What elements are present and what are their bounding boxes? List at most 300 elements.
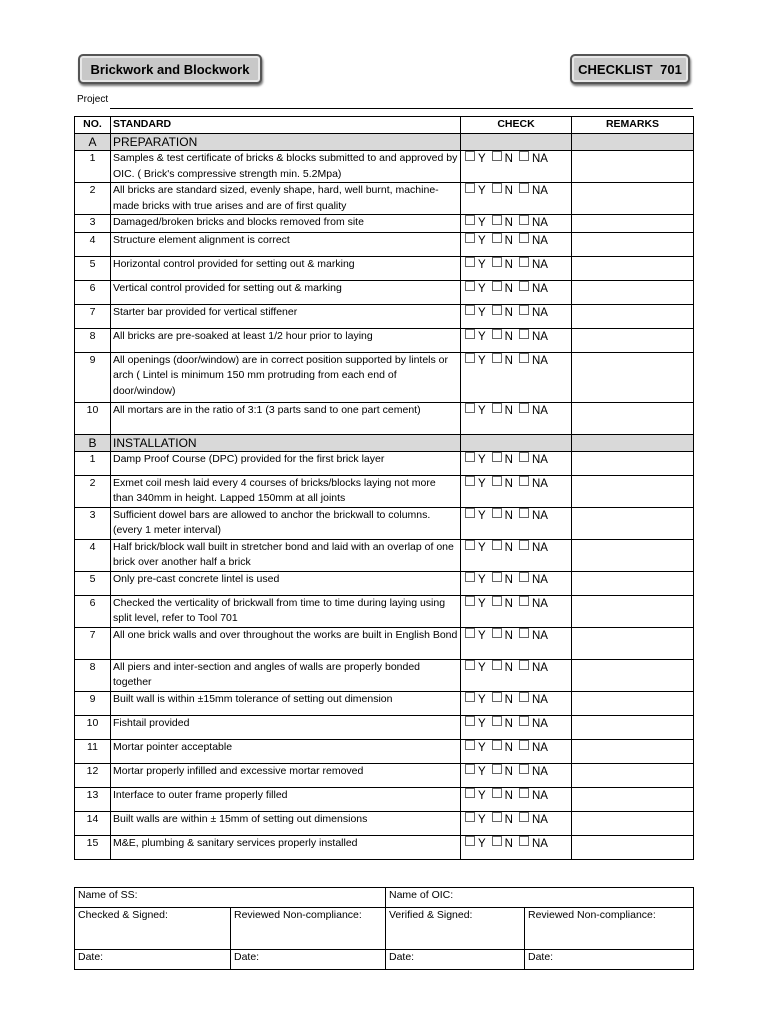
item-number: 14 [75, 811, 111, 835]
item-number: 2 [75, 475, 111, 507]
table-row [75, 151, 694, 183]
checkbox-label-na: NA [531, 597, 548, 610]
checkbox-y[interactable] [465, 716, 475, 726]
document-title: Brickwork and Blockwork [78, 54, 262, 84]
checkbox-na[interactable] [519, 660, 529, 670]
checkbox-n[interactable] [492, 183, 502, 193]
checkbox-label-n: N [504, 789, 513, 802]
reviewed-noncompliance-label-2[interactable]: Reviewed Non-compliance: [525, 908, 694, 950]
item-check-cell [461, 280, 572, 304]
checkbox-label-y: Y [478, 477, 486, 490]
checkbox-label-n: N [504, 477, 513, 490]
checkbox-na[interactable] [519, 257, 529, 267]
item-check-cell [461, 451, 572, 475]
item-remarks-cell[interactable] [572, 507, 694, 539]
checkbox-label-y: Y [478, 185, 486, 197]
item-remarks-cell[interactable] [572, 627, 694, 659]
checkbox-label-y: Y [478, 597, 486, 610]
table-row [75, 328, 694, 352]
item-check-cell [461, 715, 572, 739]
checkbox-label-na: NA [531, 404, 548, 417]
checkbox-label-n: N [504, 573, 513, 586]
checkbox-label-na: NA [531, 282, 548, 295]
item-standard: Exmet coil mesh laid every 4 courses of bricks/blocks laying not more than 340mm in height. Lapped 150mm at all joints [111, 475, 461, 507]
checkbox-na[interactable] [519, 151, 529, 161]
item-standard: Half brick/block wall built in stretcher bond and laid with an overlap of one brick over another half a brick [111, 539, 461, 571]
table-row [75, 232, 694, 256]
checkbox-label-na: NA [531, 509, 548, 522]
col-header-no: NO. [75, 117, 111, 134]
item-standard: Mortar properly infilled and excessive mortar removed [111, 763, 461, 787]
table-row [75, 280, 694, 304]
checkbox-label-na: NA [531, 661, 548, 674]
checkbox-label-y: Y [478, 789, 486, 802]
checkbox-n[interactable] [492, 596, 502, 606]
item-check-cell [461, 595, 572, 627]
table-row [75, 659, 694, 691]
checkbox-label-na: NA [531, 717, 548, 730]
checkbox-label-n: N [504, 258, 513, 271]
checkbox-y[interactable] [465, 476, 475, 486]
checkbox-y[interactable] [465, 812, 475, 822]
checkbox-label-y: Y [478, 330, 486, 343]
reviewed-noncompliance-label-1[interactable]: Reviewed Non-compliance: [231, 908, 386, 950]
item-remarks-cell[interactable] [572, 691, 694, 715]
checkbox-n[interactable] [492, 788, 502, 798]
checklist-body [75, 134, 694, 860]
checkbox-n[interactable] [492, 836, 502, 846]
item-check-cell [461, 352, 572, 402]
checkbox-n[interactable] [492, 540, 502, 550]
checkbox-label-n: N [504, 282, 513, 295]
item-remarks-cell[interactable] [572, 151, 694, 183]
checkbox-na[interactable] [519, 403, 529, 413]
item-number: 9 [75, 691, 111, 715]
table-row [75, 595, 694, 627]
item-standard: M&E, plumbing & sanitary services properly installed [111, 835, 461, 859]
item-number: 1 [75, 151, 111, 183]
checkbox-label-n: N [504, 661, 513, 674]
checkbox-n[interactable] [492, 233, 502, 243]
checkbox-y[interactable] [465, 836, 475, 846]
section-remarks-cell [572, 434, 694, 451]
item-number: 12 [75, 763, 111, 787]
item-remarks-cell[interactable] [572, 328, 694, 352]
checkbox-label-y: Y [478, 813, 486, 826]
item-remarks-cell[interactable] [572, 835, 694, 859]
section-row [75, 434, 694, 451]
item-check-cell [461, 627, 572, 659]
checkbox-label-na: NA [531, 217, 548, 229]
checkbox-label-na: NA [531, 258, 548, 271]
section-letter: A [75, 134, 111, 151]
item-check-cell [461, 739, 572, 763]
checkbox-n[interactable] [492, 281, 502, 291]
verified-signed-label[interactable]: Verified & Signed: [386, 908, 525, 950]
item-standard: Interface to outer frame properly filled [111, 787, 461, 811]
item-number: 5 [75, 256, 111, 280]
item-standard: Sufficient dowel bars are allowed to anchor the brickwall to columns. (every 1 meter interval) [111, 507, 461, 539]
item-standard: Checked the verticality of brickwall from time to time during laying using split level, refer to Tool 701 [111, 595, 461, 627]
checkbox-n[interactable] [492, 692, 502, 702]
checkbox-na[interactable] [519, 788, 529, 798]
checkbox-y[interactable] [465, 215, 475, 225]
table-row [75, 402, 694, 434]
checkbox-na[interactable] [519, 233, 529, 243]
checkbox-label-y: Y [478, 234, 486, 247]
section-title: PREPARATION [111, 134, 461, 151]
checkbox-n[interactable] [492, 476, 502, 486]
checked-signed-label[interactable]: Checked & Signed: [75, 908, 231, 950]
checkbox-y[interactable] [465, 692, 475, 702]
checkbox-label-na: NA [531, 813, 548, 826]
item-remarks-cell[interactable] [572, 811, 694, 835]
checkbox-n[interactable] [492, 812, 502, 822]
checkbox-y[interactable] [465, 572, 475, 582]
item-remarks-cell[interactable] [572, 232, 694, 256]
checkbox-y[interactable] [465, 508, 475, 518]
checkbox-y[interactable] [465, 305, 475, 315]
checkbox-na[interactable] [519, 215, 529, 225]
checkbox-na[interactable] [519, 740, 529, 750]
checkbox-na[interactable] [519, 281, 529, 291]
item-standard: All mortars are in the ratio of 3:1 (3 parts sand to one part cement) [111, 402, 461, 434]
date-label-4[interactable]: Date: [525, 950, 694, 970]
checkbox-label-n: N [504, 597, 513, 610]
item-remarks-cell[interactable] [572, 256, 694, 280]
item-number: 7 [75, 627, 111, 659]
date-label-3[interactable]: Date: [386, 950, 525, 970]
checkbox-label-na: NA [531, 765, 548, 778]
item-standard: Damaged/broken bricks and blocks removed from site [111, 215, 461, 233]
checkbox-label-y: Y [478, 509, 486, 522]
checkbox-label-n: N [504, 509, 513, 522]
date-label-2[interactable]: Date: [231, 950, 386, 970]
table-row [75, 475, 694, 507]
item-number: 6 [75, 595, 111, 627]
checkbox-n[interactable] [492, 452, 502, 462]
item-number: 6 [75, 280, 111, 304]
item-number: 2 [75, 183, 111, 215]
checkbox-label-na: NA [531, 185, 548, 197]
item-remarks-cell[interactable] [572, 402, 694, 434]
table-row [75, 627, 694, 659]
checkbox-label-na: NA [531, 789, 548, 802]
checkbox-n[interactable] [492, 764, 502, 774]
item-check-cell [461, 328, 572, 352]
table-row [75, 507, 694, 539]
table-row [75, 763, 694, 787]
item-remarks-cell[interactable] [572, 215, 694, 233]
checkbox-label-n: N [504, 813, 513, 826]
checkbox-label-y: Y [478, 404, 486, 417]
checkbox-na[interactable] [519, 572, 529, 582]
checkbox-label-y: Y [478, 306, 486, 319]
table-header-row [75, 117, 694, 134]
checkbox-n[interactable] [492, 353, 502, 363]
checkbox-label-n: N [504, 306, 513, 319]
item-standard: Fishtail provided [111, 715, 461, 739]
item-standard: All bricks are standard sized, evenly shape, hard, well burnt, machine-made bricks with true arises and are of first quality [111, 183, 461, 215]
checkbox-label-na: NA [531, 330, 548, 343]
item-check-cell [461, 215, 572, 233]
checkbox-y[interactable] [465, 329, 475, 339]
item-remarks-cell[interactable] [572, 571, 694, 595]
checklist-table [74, 116, 694, 860]
date-label-1[interactable]: Date: [75, 950, 231, 970]
checkbox-label-y: Y [478, 258, 486, 271]
item-number: 3 [75, 215, 111, 233]
checkbox-n[interactable] [492, 716, 502, 726]
checkbox-label-na: NA [531, 629, 548, 642]
item-check-cell [461, 787, 572, 811]
item-standard: Horizontal control provided for setting out & marking [111, 256, 461, 280]
item-remarks-cell[interactable] [572, 787, 694, 811]
checkbox-label-na: NA [531, 453, 548, 466]
checkbox-label-na: NA [531, 541, 548, 554]
checkbox-y[interactable] [465, 596, 475, 606]
checkbox-label-na: NA [531, 741, 548, 754]
item-check-cell [461, 475, 572, 507]
checkbox-na[interactable] [519, 452, 529, 462]
checkbox-label-n: N [504, 404, 513, 417]
checkbox-label-y: Y [478, 837, 486, 850]
checkbox-y[interactable] [465, 628, 475, 638]
item-check-cell [461, 763, 572, 787]
item-check-cell [461, 304, 572, 328]
item-number: 7 [75, 304, 111, 328]
item-remarks-cell[interactable] [572, 715, 694, 739]
checkbox-n[interactable] [492, 257, 502, 267]
checkbox-na[interactable] [519, 628, 529, 638]
section-remarks-cell [572, 134, 694, 151]
item-standard: Only pre-cast concrete lintel is used [111, 571, 461, 595]
table-row [75, 691, 694, 715]
table-row [75, 835, 694, 859]
checkbox-label-na: NA [531, 573, 548, 586]
checkbox-label-y: Y [478, 354, 486, 367]
table-row [75, 183, 694, 215]
signature-table [74, 887, 694, 970]
checkbox-label-n: N [504, 234, 513, 247]
checkbox-y[interactable] [465, 151, 475, 161]
checkbox-n[interactable] [492, 329, 502, 339]
table-row [75, 787, 694, 811]
checkbox-label-n: N [504, 629, 513, 642]
item-number: 10 [75, 715, 111, 739]
item-remarks-cell[interactable] [572, 659, 694, 691]
item-number: 13 [75, 787, 111, 811]
item-check-cell [461, 571, 572, 595]
name-of-ss-label[interactable]: Name of SS: [75, 888, 386, 908]
checkbox-label-y: Y [478, 661, 486, 674]
checkbox-label-y: Y [478, 765, 486, 778]
checkbox-label-y: Y [478, 629, 486, 642]
item-number: 8 [75, 659, 111, 691]
item-check-cell [461, 402, 572, 434]
project-label: Project [77, 94, 109, 105]
item-check-cell [461, 151, 572, 183]
col-header-remarks: REMARKS [572, 117, 694, 134]
checkbox-n[interactable] [492, 403, 502, 413]
section-check-cell [461, 134, 572, 151]
checkbox-y[interactable] [465, 403, 475, 413]
item-standard: Starter bar provided for vertical stiffener [111, 304, 461, 328]
checkbox-na[interactable] [519, 812, 529, 822]
checkbox-label-y: Y [478, 217, 486, 229]
item-check-cell [461, 835, 572, 859]
table-row [75, 739, 694, 763]
table-row [75, 571, 694, 595]
table-row [75, 352, 694, 402]
item-check-cell [461, 539, 572, 571]
item-remarks-cell[interactable] [572, 475, 694, 507]
checkbox-label-na: NA [531, 693, 548, 706]
checkbox-label-na: NA [531, 477, 548, 490]
item-remarks-cell[interactable] [572, 451, 694, 475]
checkbox-label-y: Y [478, 717, 486, 730]
checkbox-y[interactable] [465, 540, 475, 550]
checkbox-label-y: Y [478, 741, 486, 754]
section-row [75, 134, 694, 151]
section-check-cell [461, 434, 572, 451]
item-check-cell [461, 507, 572, 539]
checkbox-na[interactable] [519, 836, 529, 846]
item-standard: All bricks are pre-soaked at least 1/2 hour prior to laying [111, 328, 461, 352]
checkbox-na[interactable] [519, 596, 529, 606]
checkbox-n[interactable] [492, 508, 502, 518]
name-of-oic-label[interactable]: Name of OIC: [386, 888, 694, 908]
item-standard: Built wall is within ±15mm tolerance of setting out dimension [111, 691, 461, 715]
checkbox-na[interactable] [519, 329, 529, 339]
checkbox-na[interactable] [519, 183, 529, 193]
item-number: 11 [75, 739, 111, 763]
checkbox-label-n: N [504, 693, 513, 706]
col-header-check: CHECK [461, 117, 572, 134]
checkbox-y[interactable] [465, 452, 475, 462]
checkbox-label-n: N [504, 717, 513, 730]
item-check-cell [461, 232, 572, 256]
item-standard: Vertical control provided for setting out & marking [111, 280, 461, 304]
item-standard: Mortar pointer acceptable [111, 739, 461, 763]
checklist-number: CHECKLIST 701 [570, 54, 690, 84]
checkbox-label-n: N [504, 330, 513, 343]
item-check-cell [461, 811, 572, 835]
table-row [75, 715, 694, 739]
checkbox-n[interactable] [492, 628, 502, 638]
item-number: 4 [75, 539, 111, 571]
checkbox-y[interactable] [465, 740, 475, 750]
checkbox-na[interactable] [519, 476, 529, 486]
section-letter: B [75, 434, 111, 451]
item-standard: All openings (door/window) are in correct position supported by lintels or arch ( Lintel is minimum 150 mm protruding from each end of door/window) [111, 352, 461, 402]
checkbox-label-n: N [504, 185, 513, 197]
checkbox-label-n: N [504, 541, 513, 554]
checkbox-label-n: N [504, 153, 513, 165]
table-row [75, 811, 694, 835]
checkbox-label-y: Y [478, 573, 486, 586]
table-row [75, 215, 694, 233]
checkbox-label-n: N [504, 217, 513, 229]
table-row [75, 304, 694, 328]
checkbox-y[interactable] [465, 660, 475, 670]
checkbox-label-y: Y [478, 541, 486, 554]
checkbox-y[interactable] [465, 788, 475, 798]
item-remarks-cell[interactable] [572, 280, 694, 304]
checkbox-y[interactable] [465, 281, 475, 291]
checkbox-label-y: Y [478, 693, 486, 706]
checkbox-na[interactable] [519, 540, 529, 550]
item-check-cell [461, 691, 572, 715]
item-check-cell [461, 659, 572, 691]
table-row [75, 539, 694, 571]
checkbox-y[interactable] [465, 764, 475, 774]
item-remarks-cell[interactable] [572, 595, 694, 627]
checkbox-na[interactable] [519, 692, 529, 702]
item-remarks-cell[interactable] [572, 763, 694, 787]
checkbox-label-na: NA [531, 306, 548, 319]
checkbox-y[interactable] [465, 353, 475, 363]
checkbox-label-na: NA [531, 234, 548, 247]
checkbox-na[interactable] [519, 764, 529, 774]
checkbox-na[interactable] [519, 716, 529, 726]
item-number: 15 [75, 835, 111, 859]
checkbox-n[interactable] [492, 151, 502, 161]
item-check-cell [461, 256, 572, 280]
checkbox-n[interactable] [492, 305, 502, 315]
item-remarks-cell[interactable] [572, 352, 694, 402]
item-remarks-cell[interactable] [572, 183, 694, 215]
item-remarks-cell[interactable] [572, 304, 694, 328]
item-number: 5 [75, 571, 111, 595]
checkbox-n[interactable] [492, 740, 502, 750]
checkbox-y[interactable] [465, 183, 475, 193]
item-number: 9 [75, 352, 111, 402]
item-number: 10 [75, 402, 111, 434]
item-standard: Samples & test certificate of bricks & blocks submitted to and approved by OIC. ( Brick's compressive strength min. 5.2Mpa) [111, 151, 461, 183]
item-standard: All piers and inter-section and angles of walls are properly bonded together [111, 659, 461, 691]
checkbox-y[interactable] [465, 233, 475, 243]
checkbox-label-na: NA [531, 153, 548, 165]
checkbox-na[interactable] [519, 508, 529, 518]
item-remarks-cell[interactable] [572, 539, 694, 571]
checkbox-label-na: NA [531, 354, 548, 367]
checkbox-label-n: N [504, 453, 513, 466]
checkbox-n[interactable] [492, 215, 502, 225]
col-header-standard: STANDARD [111, 117, 461, 134]
table-row [75, 451, 694, 475]
section-title: INSTALLATION [111, 434, 461, 451]
checkbox-n[interactable] [492, 572, 502, 582]
item-number: 1 [75, 451, 111, 475]
checkbox-label-y: Y [478, 282, 486, 295]
checkbox-n[interactable] [492, 660, 502, 670]
item-standard: Damp Proof Course (DPC) provided for the first brick layer [111, 451, 461, 475]
checkbox-label-n: N [504, 837, 513, 850]
item-number: 4 [75, 232, 111, 256]
project-field-line[interactable] [110, 108, 693, 109]
checkbox-y[interactable] [465, 257, 475, 267]
item-standard: Structure element alignment is correct [111, 232, 461, 256]
checkbox-na[interactable] [519, 305, 529, 315]
item-check-cell [461, 183, 572, 215]
checkbox-na[interactable] [519, 353, 529, 363]
checkbox-label-y: Y [478, 453, 486, 466]
item-standard: All one brick walls and over throughout the works are built in English Bond [111, 627, 461, 659]
item-remarks-cell[interactable] [572, 739, 694, 763]
checkbox-label-n: N [504, 354, 513, 367]
item-number: 8 [75, 328, 111, 352]
